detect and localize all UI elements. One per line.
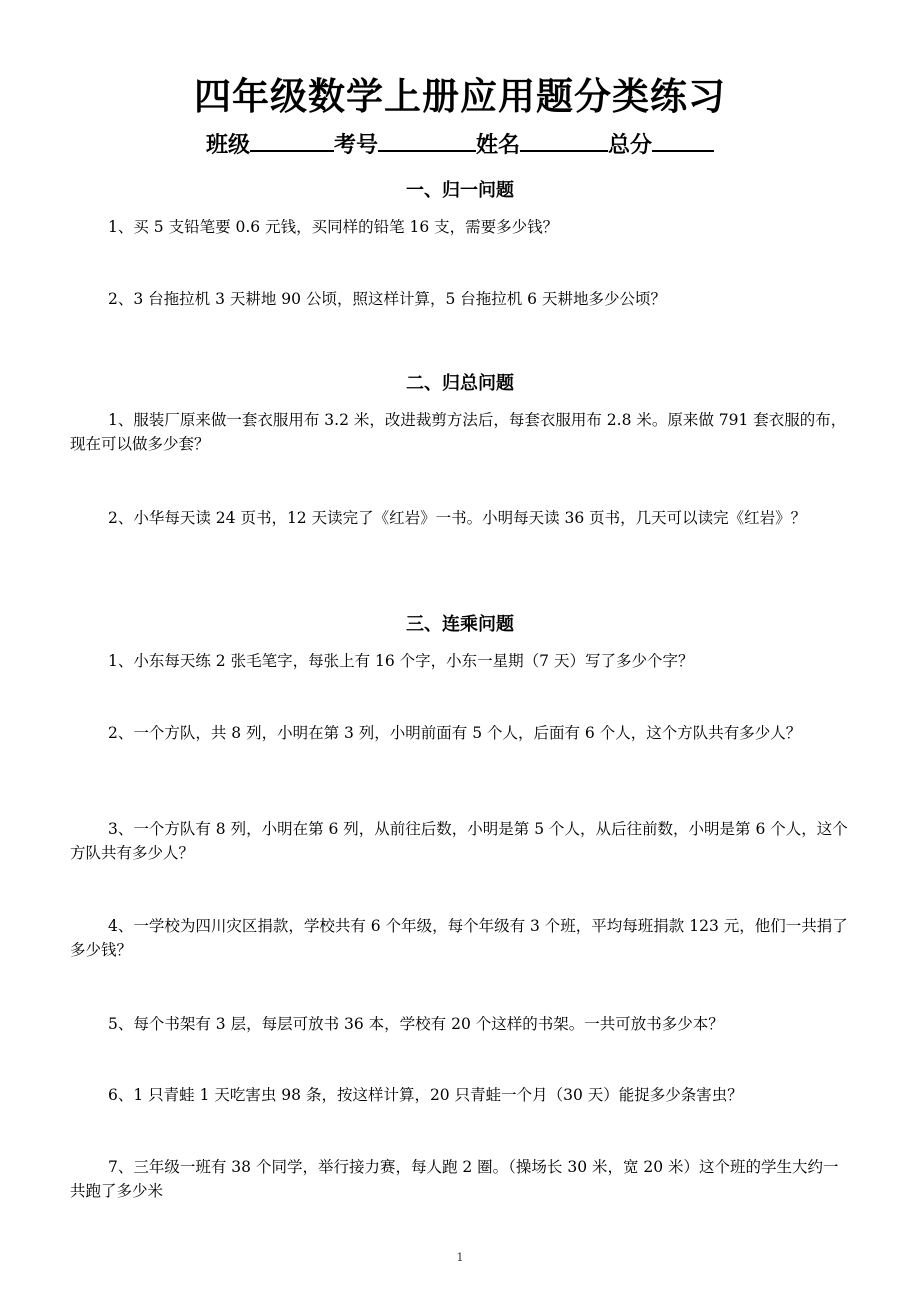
section-heading: 一、归一问题 <box>406 180 514 201</box>
section-heading: 三、连乘问题 <box>406 614 514 635</box>
class-blank <box>250 128 334 152</box>
question: 4、一学校为四川灾区捐款，学校共有 6 个年级，每个年级有 3 个班，平均每班捐款 123 元，他们一共捐了多少钱？ <box>70 917 848 959</box>
total-score-blank <box>652 128 714 152</box>
class-label: 班级 <box>205 133 250 158</box>
name-blank <box>520 128 608 152</box>
question: 2、小华每天读 24 页书，12 天读完了《红岩》一书。小明每天读 36 页书，几天可以读完《红岩》？ <box>108 509 807 527</box>
section-heading: 二、归总问题 <box>406 373 514 394</box>
question: 7、三年级一班有 38 个同学，举行接力赛，每人跑 2 圈。（操场长 30 米，宽 20 米）这个班的学生大约一共跑了多少米 <box>70 1158 839 1200</box>
question: 6、1 只青蛙 1 天吃害虫 98 条，按这样计算，20 只青蛙一个月（30 天）能捉多少条害虫？ <box>108 1086 743 1104</box>
page-number: 1 <box>456 1251 464 1264</box>
question: 1、买 5 支铅笔要 0.6 元钱，买同样的铅笔 16 支，需要多少钱？ <box>108 218 559 236</box>
question: 3、一个方队有 8 列，小明在第 6 列，从前往后数，小明是第 5 个人，从后往前数，小明是第 6 个人，这个方队共有多少人？ <box>70 820 848 862</box>
question: 2、一个方队，共 8 列，小明在第 3 列，小明前面有 5 个人，后面有 6 个人，这个方队共有多少人？ <box>108 724 802 742</box>
question: 5、每个书架有 3 层，每层可放书 36 本，学校有 20 个这样的书架。一共可放书多少本？ <box>108 1015 724 1033</box>
name-label: 姓名 <box>476 133 521 158</box>
question: 2、3 台拖拉机 3 天耕地 90 公顷，照这样计算，5 台拖拉机 6 天耕地多少公顷？ <box>108 290 666 308</box>
question: 1、服装厂原来做一套衣服用布 3.2 米，改进裁剪方法后，每套衣服用布 2.8 米。原来做 791 套衣服的布，现在可以做多少套？ <box>70 411 847 453</box>
page-title: 四年级数学上册应用题分类练习 <box>194 75 726 118</box>
exam-number-label: 考号 <box>333 133 378 158</box>
exam-number-blank <box>378 128 476 152</box>
total-score-label: 总分 <box>608 133 653 158</box>
question: 1、小东每天练 2 张毛笔字，每张上有 16 个字，小东一星期（7 天）写了多少个字？ <box>108 652 694 670</box>
student-info-line <box>0 128 920 162</box>
